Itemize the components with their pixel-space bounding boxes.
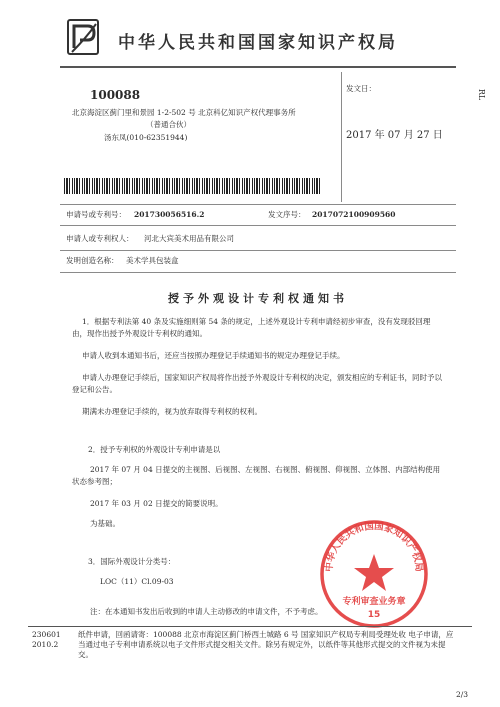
section-2-title: 2．授予专利权的外观设计专利申请是以 bbox=[88, 445, 221, 454]
footer-instructions: 纸件申请，回函请寄：100088 北京市海淀区蓟门桥西土城路 6 号 国家知识产权局专利局受理处收 电子申请，应当通过电子专利申请系统以电子文件形式提交相关文件。除另有规定外，以纸件等其他形式提交的文件视为未提交。 bbox=[78, 630, 454, 659]
header-rule bbox=[60, 66, 456, 68]
section-3-value: LOC（11）Cl.09-03 bbox=[100, 577, 174, 586]
org-title: 中华人民共和国国家知识产权局 bbox=[118, 33, 398, 53]
svg-text:15: 15 bbox=[367, 610, 381, 620]
page-number: 2/3 bbox=[456, 690, 469, 699]
fields-top-rule bbox=[60, 204, 456, 205]
official-seal bbox=[318, 518, 430, 630]
address-divider bbox=[341, 72, 342, 202]
design-label: 发明创造名称： bbox=[66, 256, 119, 265]
address-line-1: 北京海淀区蓟门里和景园 1-2-502 号 北京科亿知识产权代理事务所 bbox=[72, 108, 296, 117]
fields-bottom-rule bbox=[60, 272, 456, 273]
form-code-2: 2010.2 bbox=[32, 640, 59, 649]
serial-value: 2017072100909560 bbox=[312, 210, 396, 219]
form-code-1: 230601 bbox=[32, 630, 61, 639]
barcode bbox=[64, 178, 322, 194]
serial-label: 发文序号： bbox=[268, 210, 306, 219]
paragraph-2: 申请人收到本通知书后，还应当按照办理登记手续通知书的规定办理登记手续。 bbox=[82, 351, 345, 360]
contact-line: 汤东凤(010-62351944) bbox=[104, 133, 188, 142]
svg-text:中华人民共和国国家知识产权局: 中华人民共和国国家知识产权局 bbox=[323, 520, 425, 573]
side-mark: RL bbox=[477, 88, 487, 101]
section-2-line-1: 2017 年 07 月 04 日提交的主视图、后视图、左视图、右视图、俯视图、仰视图、立体图、内部结构使用状态参考图； bbox=[72, 465, 441, 486]
postal-code: 100088 bbox=[90, 88, 141, 102]
applicant-value: 河北大宾美术用品有限公司 bbox=[144, 234, 234, 243]
send-date-value: 2017 年 07 月 27 日 bbox=[346, 130, 443, 141]
section-3-title: 3．国际外观设计分类号： bbox=[88, 557, 176, 566]
svg-text:专利审查业务章: 专利审查业务章 bbox=[342, 597, 406, 607]
app-no-value: 201730056516.2 bbox=[134, 210, 205, 219]
notice-title: 授予外观设计专利权通知书 bbox=[168, 292, 348, 305]
paragraph-3: 申请人办理登记手续后，国家知识产权局将作出授予外观设计专利权的决定，颁发相应的专利证书，同时予以登记和公告。 bbox=[72, 373, 442, 394]
footer-rule bbox=[28, 626, 472, 627]
section-2-line-3: 为基础。 bbox=[90, 519, 120, 528]
section-2-line-2: 2017 年 03 月 02 日提交的简要说明。 bbox=[90, 499, 223, 508]
send-date-label: 发文日： bbox=[346, 84, 376, 93]
fields-rule-2 bbox=[60, 250, 456, 251]
app-no-label: 申请号或专利号： bbox=[66, 210, 126, 219]
seal-star-icon bbox=[354, 554, 394, 591]
applicant-label: 申请人或专利权人： bbox=[66, 234, 134, 243]
address-line-2: （普通合伙） bbox=[146, 120, 191, 129]
cnipa-logo bbox=[66, 18, 100, 56]
design-value: 美术学具包装盒 bbox=[126, 256, 179, 265]
paragraph-1: 1．根据专利法第 40 条及实施细则第 54 条的规定，上述外观设计专利申请经初步审查，没有发现驳回理由，现作出授予外观设计专利权的通知。 bbox=[72, 317, 431, 338]
note-line: 注：在本通知书发出后收到的申请人主动修改的申请文件，不予考虑。 bbox=[90, 607, 323, 616]
paragraph-4: 期满未办理登记手续的，视为放弃取得专利权的权利。 bbox=[82, 407, 262, 416]
fields-rule-1 bbox=[60, 225, 456, 226]
